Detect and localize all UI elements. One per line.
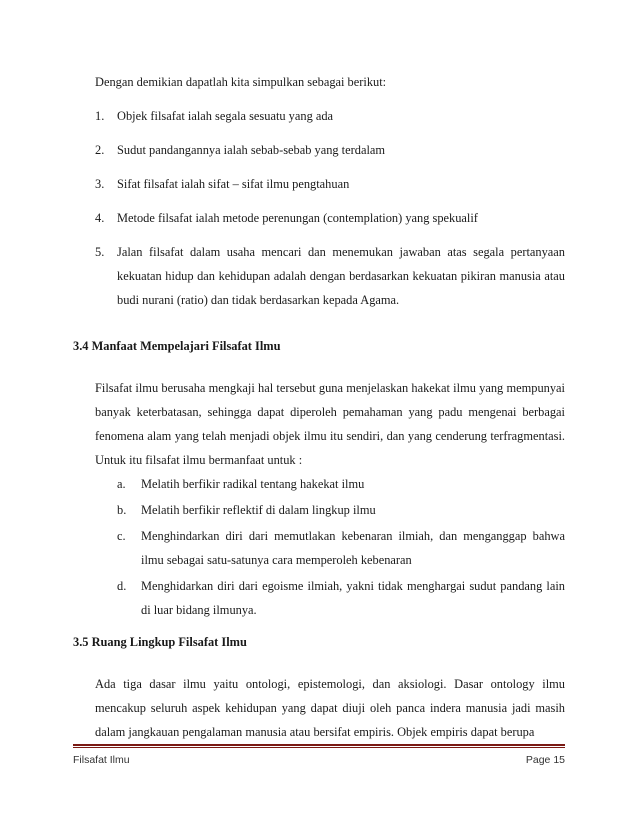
section-3-4-body xyxy=(95,376,565,622)
list-item xyxy=(117,472,565,496)
conclusion-block xyxy=(95,70,565,312)
list-item xyxy=(95,138,565,162)
page-content xyxy=(73,70,565,744)
list-marker: 2. xyxy=(95,143,105,157)
section-heading-3-5: 3.5 Ruang Lingkup Filsafat Ilmu xyxy=(73,635,247,649)
list-text: Jalan filsafat dalam usaha mencari dan menemukan jawaban atas segala pertanyaan kekuatan hidup dan kehidupan adalah dengan berdasarkan kekuatan pikiran manusia atau budi nurani (ratio) dan tidak berdasarkan kepada Agama. xyxy=(117,245,565,307)
section-heading-3-4: 3.4 Manfaat Mempelajari Filsafat Ilmu xyxy=(73,339,281,353)
list-text: Menghidarkan diri dari egoisme ilmiah, yakni tidak menghargai sudut pandang lain di luar bidang ilmunya. xyxy=(141,579,565,617)
list-text: Sudut pandangannya ialah sebab-sebab yang terdalam xyxy=(117,143,386,157)
list-marker: c. xyxy=(117,529,126,543)
section-paragraph: Filsafat ilmu berusaha mengkaji hal tersebut guna menjelaskan hakekat ilmu yang mempunyai banyak keterbatasan, sehingga dapat diperoleh pemahaman yang padu mengenai berbagai fenomena alam yang telah menjadi objek ilmu itu sendiri, dan yang cenderung terfragmentasi. Untuk itu filsafat ilmu bermanfaat untuk : xyxy=(95,381,565,467)
list-marker: d. xyxy=(117,579,127,593)
list-item xyxy=(95,104,565,128)
intro-text: Dengan demikian dapatlah kita simpulkan sebagai berikut: xyxy=(95,75,387,89)
list-text: Sifat filsafat ialah sifat – sifat ilmu pengtahuan xyxy=(117,177,350,191)
list-marker: a. xyxy=(117,477,126,491)
list-text: Menghindarkan diri dari memutlakan kebenaran ilmiah, dan menganggap bahwa ilmu sebagai satu-satunya cara memperoleh kebenaran xyxy=(141,529,565,567)
list-marker: 4. xyxy=(95,211,105,225)
numbered-list xyxy=(95,104,565,312)
list-item xyxy=(95,240,565,312)
list-text: Melatih berfikir reflektif di dalam lingkup ilmu xyxy=(141,503,376,517)
list-text: Objek filsafat ialah segala sesuatu yang ada xyxy=(117,109,334,123)
footer-divider xyxy=(73,744,565,749)
section-3-5-body xyxy=(95,672,565,744)
list-item xyxy=(117,524,565,572)
list-marker: 5. xyxy=(95,245,105,259)
list-item xyxy=(95,206,565,230)
footer-title: Filsafat Ilmu xyxy=(73,754,130,766)
list-item xyxy=(95,172,565,196)
footer-divider-thin xyxy=(73,747,565,748)
page-footer xyxy=(73,754,565,766)
list-text: Metode filsafat ialah metode perenungan (contemplation) yang spekualif xyxy=(117,211,478,225)
list-item xyxy=(117,498,565,522)
footer-divider-thick xyxy=(73,744,565,746)
list-item xyxy=(117,574,565,622)
list-text: Melatih berfikir radikal tentang hakekat ilmu xyxy=(141,477,365,491)
page-number: Page 15 xyxy=(525,754,565,766)
list-marker: 3. xyxy=(95,177,105,191)
lettered-list xyxy=(117,472,565,622)
list-marker: 1. xyxy=(95,109,105,123)
section-paragraph: Ada tiga dasar ilmu yaitu ontologi, epistemologi, dan aksiologi. Dasar ontology ilmu mencakup seluruh aspek kehidupan yang dapat diuji oleh panca indera manusia jadi masih dalam jangkauan pengalaman manusia atau bersifat empiris. Objek empiris dapat berupa xyxy=(95,677,565,739)
list-marker: b. xyxy=(117,503,127,517)
